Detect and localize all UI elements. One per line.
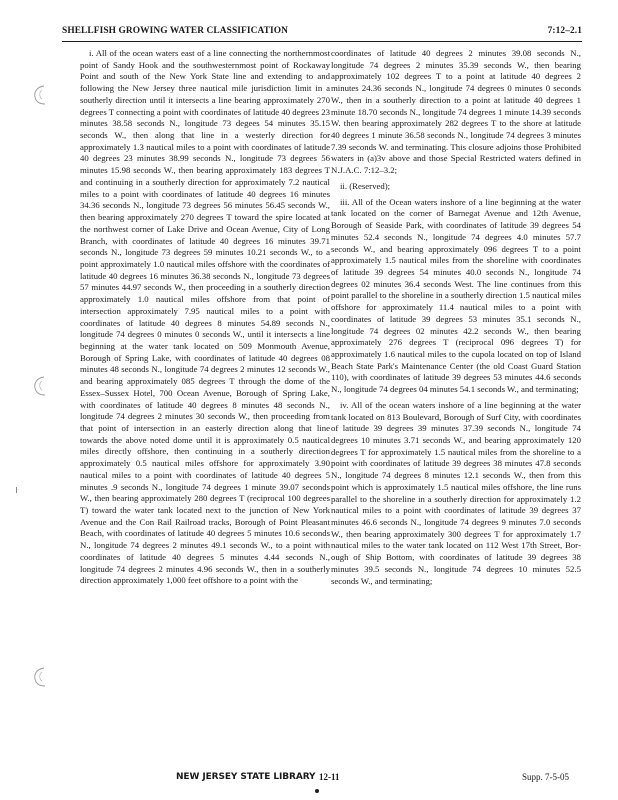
- header-rule: [62, 41, 582, 42]
- left-column: [80, 48, 330, 587]
- header-title: SHELLFISH GROWING WATER CLASSIFICATION: [62, 26, 288, 36]
- library-stamp: NEW JERSEY STATE LIBRARY: [176, 772, 316, 782]
- header-section-number: 7:12–2.1: [547, 26, 582, 36]
- running-header: [62, 26, 582, 40]
- footer-dot: [315, 789, 319, 793]
- margin-mark: [16, 487, 17, 493]
- paragraph-ii: ii. (Reserved);: [340, 180, 391, 191]
- paragraph-iv: iv. All of the ocean waters inshore of a line beginning at the water tank located on 813 Boulevard, Borough of Surf City, with coordinates of latitude 39 degrees 39 minutes 37.39 seconds N., longitude 74 degrees 10 minutes 3.71 seconds W., and bearing approximately 120 degrees T for approximately 1.5 nautical miles from the shoreline to a point with coordinates of latitude 39 degrees 38 minutes 47.8 seconds N., longitude 74 degrees 8 minutes 12.1 seconds W., then from this point which is approximately 1.5 nautical miles offshore, the line runs parallel to the shoreline in a southerly direction for approximately 1.2 nautical miles to a point with coordinates of latitude 39 degrees 37 minutes 46.6 seconds N., longitude 74 degrees 9 minutes 7.0 seconds W., then bearing approximately 300 degrees T for approximately 1.7 nautical miles to the water tank located on 112 West 17th Street, Borough of Ship Bottom, with coordinates of latitude 39 degrees 38 minutes 39.5 seconds N., longitude 74 degrees 10 minutes 52.5 seconds W., and terminating;: [331, 399, 581, 586]
- page-number: 12-11: [319, 772, 340, 782]
- right-column: [331, 48, 581, 587]
- binder-hole-mark: [33, 375, 47, 397]
- paragraph-iii: iii. All of the Ocean waters inshore of a line beginning at the water tank located on the corner of Barnegat Avenue and 12th Avenue, Borough of Seaside Park, with coordinates of latitude 39 degrees 54 minutes 52.4 seconds N., longitude 74 degrees 4.0 minutes 57.7 seconds W., and bearing approximately 096 degrees T to a point approximately 1.5 nautical miles from the shoreline with coordinates of latitude 39 degrees 54 minutes 40.0 seconds N., longitude 74 degrees 02 minutes 36.4 seconds West. The line continues from this point parallel to the shoreline in a southerly direction 1.5 nautical miles offshore for approximately 11.4 nautical miles to a point with coordinates of latitude 39 degrees 53 minutes 35.1 seconds N., longitude 74 degrees 02 minutes 42.2 seconds W., then bearing approximately 276 degrees T (reciprocal 096 degrees T) for approximately 1.6 nautical miles to the cupola located on top of Island Beach State Park's Maintenance Center (the old Coast Guard Station 110), with coordinates of latitude 39 degrees 53 minutes 44.6 seconds N., longitude 74 degrees 04 minutes 54.1 seconds W., and terminating;: [331, 196, 581, 395]
- supplement-date: Supp. 7-5-05: [522, 772, 569, 782]
- binder-hole-mark: [33, 84, 47, 106]
- binder-hole-mark: [33, 666, 47, 688]
- paragraph-i: i. All of the ocean waters east of a line connecting the northernmost point of Sandy Hook and the southwesternmost point of Rockaway Point and south of the New York State line and extending to and following the New Jersey three nautical mile jurisdiction limit in a southerly direction until it intersects a line bearing approximately 270 degrees T connecting a point with coordinates of latitude 40 degrees 23 minutes 38.58 seconds N., longitude 73 degees 54 minutes 35.15 seconds W., then along that line in a westerly direction for approximately 1.3 nautical miles to a point with coordinates of latitude 40 degrees 23 minutes 38.99 seconds N., longitude 73 degrees 56 minutes 15.98 seconds W., then bearing approximately 183 degrees T and continuing in a southerly direction for approximately 7.2 nautical miles to a point with coordinates of latitude 40 degrees 16 minutes 34.36 seconds N., longitude 73 degrees 56 minutes 56.45 seconds W., then bearing approximately 270 degrees T toward the spire located at the northwest corner of Lake Drive and Ocean Avenue, City of Long Branch, with coordinates of latitude 40 degrees 16 minutes 39.71 seconds N., longitude 73 degrees 59 minutes 10.21 seconds W., to a point approximately 1.0 nautical miles offshore with the coordinates of latitude 40 degrees 16 minutes 36.38 seconds N., longitude 73 degrees 57 minutes 44.97 seconds W., then proceeding in a southerly direction approximately 1.0 nautical miles offshore from that point of intersection approximately 7.95 nautical miles to a point with coordinates of latitude 40 degrees 8 minutes 54.89 seconds N., longitude 74 degrees 0 minutes 0 seconds W., until it intersects a line beginning at the water tank located on 509 Monmouth Avenue, Borough of Spring Lake, with coordinates of latitude 40 degrees 08 minutes 48 seconds N., longitude 74 degrees 2 minutes 12 seconds W., and bearing approximately 085 degrees T through the dome of the Essex–Sussex Hotel, 700 Ocean Avenue, Borough of Spring Lake, with coordinates of latitude 40 degrees 8 minutes 48 seconds N., longitude 74 degrees 2 minutes 30 seconds W., then proceeding from that point of intersection in an easterly direction along that line towards the above noted dome until it is approximately 0.5 nautical miles directly offshore, then continuing in a southerly direction approximately 0.5 nautical miles offshore for approximately 3.90 nautical miles to a point with coordinates of latitude 40 degrees 5 minutes .9 seconds N., longitude 74 degrees 1 minute 39.07 seconds W., then bearing approximately 280 degrees T (reciprocal 100 degrees T) toward the water tank located next to the junction of New York Avenue and the Con Rail Railroad tracks, Borough of Point Pleasant Beach, with coordinates of latitude 40 degrees 5 minutes 10.6 seconds N., longitude 74 degrees 2 minutes 49.1 seconds W., to a point with coordinates of latitude 40 degrees 5 minutes 4.44 seconds N., longitude 74 degrees 2 minutes 4.96 seconds W., then in a southerly direction approximately 1,000 feet offshore to a point with the: [80, 48, 330, 586]
- paragraph-i-continued: coordinates of latitude 40 degrees 2 minutes 39.08 seconds N., longitude 74 degrees 2 minutes 35.39 seconds W., then bearing approximately 102 degrees T to a point at latitude 40 degrees 2 minutes 24.36 seconds N., longitude 74 degrees 0 minutes 0 seconds W., then in a southerly direction to a point at latitude 40 degrees 1 minute 18.70 seconds N., longitude 74 degrees 1 minute 14.39 seconds W. then bearing approximately 282 degrees T to the shore at latitude 40 degrees 1 minute 36.58 seconds N., longitude 74 degrees 3 minutes 7.39 seconds W. and terminating. This closure adjoins those Prohibited waters in (a)3v above and those Special Restricted waters defined in N.J.A.C. 7:12–3.2;: [331, 48, 581, 176]
